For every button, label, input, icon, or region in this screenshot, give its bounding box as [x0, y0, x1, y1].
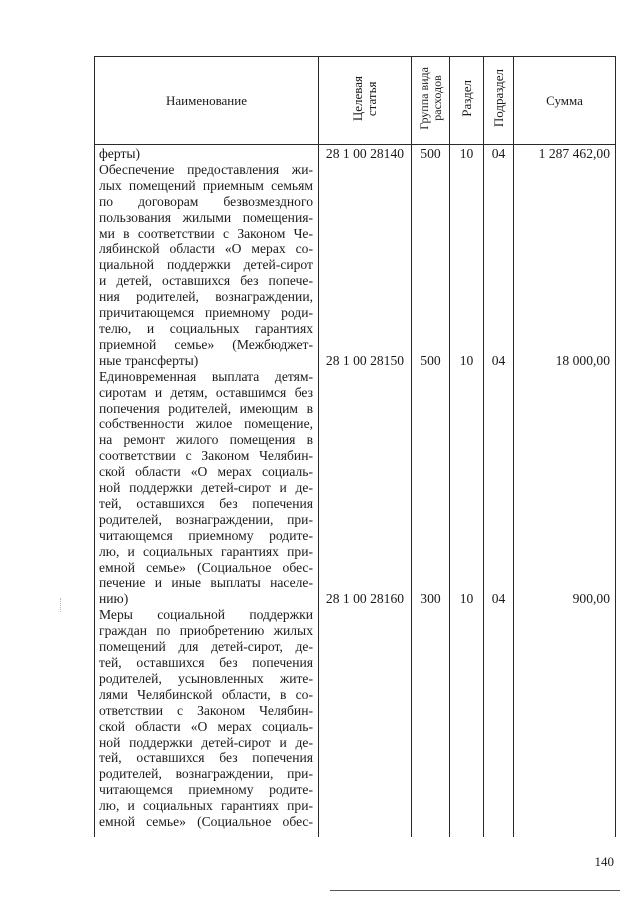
- name-line: ми в соответствии с Законом Че-: [99, 225, 313, 241]
- expense-group-value: 500: [420, 352, 441, 368]
- header-expense-group: [412, 57, 450, 145]
- name-line: читающемся приемному родите-: [99, 527, 313, 543]
- budget-table: [94, 56, 616, 837]
- sum-cell: [514, 145, 616, 838]
- expense-group-value: 300: [420, 591, 441, 607]
- name-line: ской области «О мерах социаль-: [99, 718, 313, 734]
- name-line: печение и иные выплаты населе-: [99, 575, 313, 591]
- header-row: [95, 57, 616, 145]
- body-row: [95, 145, 616, 838]
- name-line: Меры социальной поддержки: [99, 607, 313, 623]
- name-line: родителей, вознаграждении, при-: [99, 766, 313, 782]
- name-line: Единовременная выплата детям-: [99, 368, 313, 384]
- subsection-value: 04: [491, 146, 506, 161]
- name-line: граждан по приобретению жилых: [99, 623, 313, 639]
- header-sum: Сумма: [514, 57, 616, 145]
- name-line: Обеспечение предоставления жи-: [99, 161, 313, 177]
- header-target-article: [319, 57, 412, 145]
- header-subsection-text: Подраздел: [490, 69, 506, 128]
- page-number: 140: [594, 854, 614, 869]
- name-line: родителей, усыновленных жите-: [99, 670, 313, 686]
- name-line: ные трансферты): [99, 352, 199, 368]
- name-line: пользования жилыми помещения-: [99, 209, 313, 225]
- name-line: тей, оставшихся без попечения: [99, 655, 313, 670]
- expense-group-value: 500: [420, 146, 441, 161]
- subsection-value: 04: [491, 352, 506, 368]
- name-line: причитающемся приемному роди-: [99, 305, 313, 321]
- name-line: приемной семье» (Межбюджет-: [99, 336, 313, 352]
- name-line: лю, и социальных гарантиях при-: [99, 798, 313, 814]
- header-expense-group-text: Группа вида расходов: [416, 67, 444, 130]
- bottom-rule: [330, 890, 620, 891]
- name-line: лями Челябинской области, в со-: [99, 686, 313, 702]
- name-line: попечения родителей, имеющим в: [99, 400, 313, 416]
- section-value: 10: [459, 352, 474, 368]
- section-cell: [450, 145, 484, 838]
- header-section-text: Раздел: [458, 80, 474, 117]
- name-line: и детей, оставшихся без попече-: [99, 273, 313, 289]
- name-line: ферты): [99, 146, 141, 161]
- subsection-cell: [484, 145, 514, 838]
- name-line: помещений для детей-сирот, де-: [99, 639, 313, 655]
- name-line: ния родителей, вознаграждении,: [99, 289, 313, 305]
- name-line: соответствии с Законом Челябин-: [99, 448, 313, 464]
- name-line: ной поддержки детей-сирот и де-: [99, 480, 313, 496]
- name-cell: [95, 145, 319, 838]
- name-line: ответствии с Законом Челябин-: [99, 702, 313, 718]
- group-cell: [412, 145, 450, 838]
- target-article-value: 28 1 00 28140: [325, 146, 405, 161]
- name-line: по договорам безвозмездного: [99, 193, 313, 209]
- sum-value: 1 287 462,00: [538, 146, 610, 161]
- header-section: [450, 57, 484, 145]
- target-cell: [319, 145, 412, 838]
- name-line: ной поддержки детей-сирот и де-: [99, 734, 313, 750]
- sum-value: 900,00: [572, 591, 610, 607]
- name-line: телю, и социальных гарантиях: [99, 320, 313, 336]
- target-article-value: 28 1 00 28160: [325, 591, 405, 607]
- name-line: родителей, вознаграждении, при-: [99, 511, 313, 527]
- name-line: собственности жилое помещение,: [99, 416, 313, 432]
- subsection-value: 04: [491, 591, 506, 607]
- sum-value: 18 000,00: [555, 352, 610, 368]
- name-line: циальной поддержки детей-сирот: [99, 257, 313, 273]
- name-line: ской области «О мерах социаль-: [99, 464, 313, 480]
- name-text: [99, 146, 313, 830]
- section-value: 10: [459, 146, 474, 161]
- name-line: читающемся приемному родите-: [99, 782, 313, 798]
- name-line: емной семье» (Социальное обес-: [99, 814, 313, 830]
- name-line: тей, оставшихся без попечения: [99, 750, 313, 766]
- margin-mark: [60, 598, 62, 612]
- header-name: Наименование: [95, 57, 319, 145]
- name-line: лябинской области «О мерах со-: [99, 241, 313, 257]
- name-line: лю, и социальных гарантиях при-: [99, 543, 313, 559]
- name-line: емной семье» (Социальное обес-: [99, 559, 313, 575]
- name-line: нию): [99, 591, 129, 607]
- name-line: на ремонт жилого помещения в: [99, 432, 313, 448]
- name-line: лых помещений приемным семьям: [99, 177, 313, 193]
- target-article-value: 28 1 00 28150: [325, 352, 405, 368]
- name-line: тей, оставшихся без попечения: [99, 495, 313, 511]
- header-target-article-text: Целевая статья: [350, 75, 379, 122]
- header-subsection: [484, 57, 514, 145]
- name-line: сиротам и детям, оставшимся без: [99, 384, 313, 400]
- section-value: 10: [459, 591, 474, 607]
